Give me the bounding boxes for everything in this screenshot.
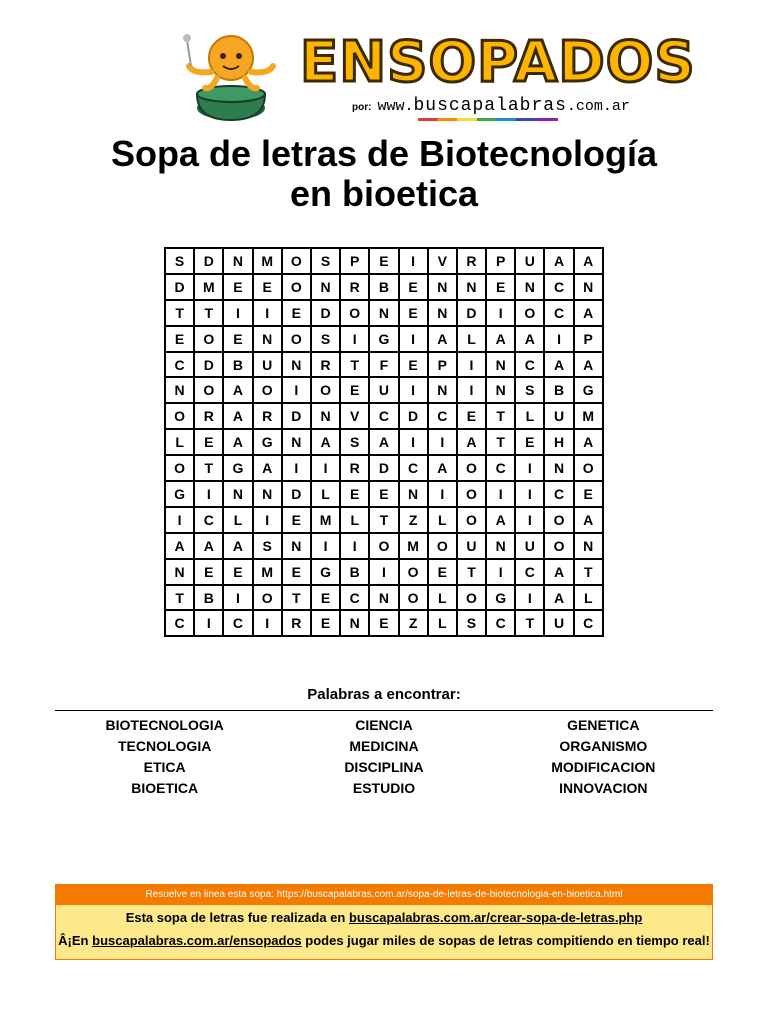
grid-cell: I	[457, 352, 486, 378]
grid-cell: O	[165, 403, 194, 429]
create-link[interactable]: buscapalabras.com.ar/crear-sopa-de-letras.php	[348, 910, 643, 925]
grid-cell: N	[486, 533, 515, 559]
grid-cell: R	[253, 403, 282, 429]
grid-cell: L	[515, 403, 544, 429]
grid-cell: C	[515, 559, 544, 585]
grid-cell: L	[223, 507, 252, 533]
grid-cell: B	[544, 377, 573, 403]
grid-cell: A	[223, 377, 252, 403]
title-line-2: en bioetica	[289, 173, 479, 214]
grid-cell: A	[574, 352, 603, 378]
grid-cell: N	[282, 352, 311, 378]
grid-cell: T	[282, 585, 311, 611]
grid-cell: N	[282, 429, 311, 455]
grid-cell: L	[574, 585, 603, 611]
grid-cell: E	[486, 274, 515, 300]
grid-cell: G	[165, 481, 194, 507]
grid-cell: T	[165, 585, 194, 611]
grid-cell: D	[457, 300, 486, 326]
grid-row	[165, 585, 603, 611]
word-item: GENETICA	[567, 717, 640, 733]
grid-cell: L	[428, 610, 457, 636]
grid-cell: E	[369, 248, 398, 274]
grid-cell: Z	[399, 507, 428, 533]
grid-cell: M	[194, 274, 223, 300]
grid-cell: F	[369, 352, 398, 378]
grid-cell: D	[282, 481, 311, 507]
grid-cell: R	[340, 274, 369, 300]
grid-cell: A	[428, 326, 457, 352]
grid-cell: A	[253, 455, 282, 481]
grid-cell: M	[399, 533, 428, 559]
grid-cell: C	[486, 455, 515, 481]
grid-cell: Z	[399, 610, 428, 636]
grid-cell: B	[223, 352, 252, 378]
grid-cell: I	[282, 455, 311, 481]
grid-cell: L	[165, 429, 194, 455]
grid-cell: I	[486, 481, 515, 507]
grid-cell: T	[194, 300, 223, 326]
grid-cell: A	[574, 507, 603, 533]
grid-cell: C	[544, 300, 573, 326]
grid-cell: N	[369, 300, 398, 326]
grid-cell: E	[282, 507, 311, 533]
grid-cell: A	[486, 507, 515, 533]
grid-cell: O	[253, 585, 282, 611]
grid-row	[165, 533, 603, 559]
grid-cell: D	[165, 274, 194, 300]
grid-cell: T	[515, 610, 544, 636]
grid-cell: I	[515, 455, 544, 481]
grid-cell: E	[369, 610, 398, 636]
grid-cell: C	[486, 610, 515, 636]
grid-cell: T	[486, 429, 515, 455]
grid-cell: O	[428, 533, 457, 559]
grid-cell: U	[369, 377, 398, 403]
grid-cell: M	[574, 403, 603, 429]
grid-cell: I	[253, 507, 282, 533]
grid-cell: I	[486, 559, 515, 585]
grid-cell: E	[194, 429, 223, 455]
grid-cell: N	[428, 274, 457, 300]
grid-cell: U	[544, 610, 573, 636]
grid-cell: I	[369, 559, 398, 585]
grid-cell: N	[340, 610, 369, 636]
octopus-mascot-icon	[183, 28, 279, 124]
grid-cell: L	[428, 585, 457, 611]
grid-cell: N	[223, 481, 252, 507]
grid-cell: N	[165, 377, 194, 403]
brand-logo	[300, 30, 696, 120]
grid-cell: S	[340, 429, 369, 455]
grid-cell: N	[399, 481, 428, 507]
footer-line-1	[56, 908, 712, 928]
grid-cell: I	[311, 533, 340, 559]
grid-cell: C	[428, 403, 457, 429]
grid-cell: A	[515, 326, 544, 352]
grid-row	[165, 481, 603, 507]
grid-cell: A	[544, 248, 573, 274]
grid-cell: I	[194, 481, 223, 507]
grid-cell: O	[282, 248, 311, 274]
word-item: ESTUDIO	[352, 780, 416, 796]
words-divider	[55, 710, 713, 711]
grid-cell: N	[282, 533, 311, 559]
grid-cell: E	[574, 481, 603, 507]
footer-line-2	[56, 931, 712, 951]
grid-cell: O	[515, 300, 544, 326]
grid-cell: U	[253, 352, 282, 378]
grid-cell: S	[311, 248, 340, 274]
grid-cell: E	[457, 403, 486, 429]
grid-cell: I	[399, 377, 428, 403]
grid-cell: E	[399, 300, 428, 326]
grid-cell: E	[399, 274, 428, 300]
grid-cell: S	[253, 533, 282, 559]
grid-cell: O	[282, 274, 311, 300]
grid-cell: I	[428, 429, 457, 455]
grid-cell: I	[399, 248, 428, 274]
grid-cell: E	[340, 377, 369, 403]
grid-cell: O	[457, 507, 486, 533]
grid-cell: P	[428, 352, 457, 378]
grid-cell: A	[574, 429, 603, 455]
grid-cell: A	[574, 300, 603, 326]
grid-row	[165, 429, 603, 455]
grid-cell: P	[340, 248, 369, 274]
grid-cell: U	[457, 533, 486, 559]
grid-cell: N	[369, 585, 398, 611]
grid-cell: N	[253, 481, 282, 507]
grid-cell: S	[165, 248, 194, 274]
grid-cell: T	[369, 507, 398, 533]
grid-cell: O	[457, 455, 486, 481]
grid-cell: I	[165, 507, 194, 533]
grid-cell: O	[399, 585, 428, 611]
grid-cell: P	[486, 248, 515, 274]
footer-line-2-suffix: podes jugar miles de sopas de letras compitiendo en tiempo real!	[301, 933, 710, 948]
word-item: BIOETICA	[131, 780, 199, 796]
grid-cell: I	[515, 585, 544, 611]
byline-por: por:	[352, 102, 372, 113]
grid-row	[165, 274, 603, 300]
word-item: DISCIPLINA	[344, 759, 424, 775]
grid-cell: R	[340, 455, 369, 481]
grid-cell: N	[165, 559, 194, 585]
grid-cell: N	[457, 274, 486, 300]
grid-cell: O	[282, 326, 311, 352]
grid-cell: G	[369, 326, 398, 352]
grid-cell: E	[311, 610, 340, 636]
grid-cell: A	[223, 429, 252, 455]
grid-cell: O	[544, 533, 573, 559]
grid-cell: C	[223, 610, 252, 636]
grid-cell: S	[311, 326, 340, 352]
grid-cell: D	[194, 352, 223, 378]
words-heading: Palabras a encontrar:	[307, 686, 461, 703]
grid-cell: N	[253, 326, 282, 352]
grid-cell: A	[369, 429, 398, 455]
grid-cell: D	[311, 300, 340, 326]
grid-cell: E	[282, 300, 311, 326]
byline-tld: .com.ar	[566, 98, 630, 115]
grid-cell: O	[574, 455, 603, 481]
header	[0, 0, 768, 130]
grid-cell: I	[486, 300, 515, 326]
grid-cell: O	[457, 585, 486, 611]
grid-cell: E	[223, 559, 252, 585]
grid-cell: E	[515, 429, 544, 455]
grid-cell: A	[194, 533, 223, 559]
grid-cell: A	[223, 533, 252, 559]
grid-cell: T	[194, 455, 223, 481]
grid-row	[165, 352, 603, 378]
grid-row	[165, 377, 603, 403]
byline	[352, 96, 630, 116]
grid-cell: O	[369, 533, 398, 559]
grid-cell: L	[457, 326, 486, 352]
grid-cell: I	[223, 300, 252, 326]
word-search-grid	[164, 247, 604, 637]
rainbow-underline	[418, 118, 558, 121]
grid-row	[165, 507, 603, 533]
grid-cell: C	[544, 274, 573, 300]
grid-cell: A	[165, 533, 194, 559]
word-item: MEDICINA	[349, 738, 419, 754]
grid-cell: I	[223, 585, 252, 611]
word-item: BIOTECNOLOGIA	[105, 717, 224, 733]
grid-cell: M	[253, 559, 282, 585]
grid-cell: N	[486, 352, 515, 378]
grid-cell: N	[428, 300, 457, 326]
grid-cell: E	[311, 585, 340, 611]
grid-row	[165, 610, 603, 636]
byline-brand: buscapalabras	[413, 96, 567, 116]
grid-cell: N	[515, 274, 544, 300]
grid-cell: L	[428, 507, 457, 533]
grid-row	[165, 248, 603, 274]
grid-cell: N	[311, 274, 340, 300]
grid-cell: L	[311, 481, 340, 507]
grid-cell: A	[428, 455, 457, 481]
word-list	[55, 716, 713, 797]
grid-cell: S	[457, 610, 486, 636]
grid-cell: A	[544, 352, 573, 378]
grid-cell: U	[515, 533, 544, 559]
grid-cell: E	[369, 481, 398, 507]
grid-cell: N	[223, 248, 252, 274]
grid-cell: N	[574, 533, 603, 559]
grid-cell: A	[311, 429, 340, 455]
grid-cell: R	[457, 248, 486, 274]
grid-cell: I	[282, 377, 311, 403]
grid-cell: T	[165, 300, 194, 326]
grid-cell: C	[369, 403, 398, 429]
grid-cell: D	[282, 403, 311, 429]
grid-cell: B	[194, 585, 223, 611]
grid-cell: V	[428, 248, 457, 274]
grid-cell: G	[486, 585, 515, 611]
word-item: ETICA	[143, 759, 186, 775]
grid-cell: I	[311, 455, 340, 481]
grid-row	[165, 326, 603, 352]
word-item: TECNOLOGIA	[117, 738, 212, 754]
grid-cell: I	[253, 300, 282, 326]
title-line-1: Sopa de letras de Biotecnología	[110, 133, 658, 174]
grid-cell: I	[544, 326, 573, 352]
footer-line-1-prefix: Esta sopa de letras fue realizada en	[125, 910, 349, 925]
grid-cell: U	[515, 248, 544, 274]
grid-cell: V	[340, 403, 369, 429]
online-link[interactable]: Resuelve en linea esta sopa: https://buscapalabras.com.ar/sopa-de-letras-de-biotecnologia-en-bioetica.html	[56, 885, 712, 905]
word-item: MODIFICACION	[551, 759, 656, 775]
grid-cell: L	[340, 507, 369, 533]
grid-cell: S	[515, 377, 544, 403]
grid-cell: I	[253, 610, 282, 636]
grid-cell: T	[574, 559, 603, 585]
grid-cell: A	[486, 326, 515, 352]
grid-cell: I	[399, 429, 428, 455]
grid-cell: O	[311, 377, 340, 403]
grid-cell: O	[544, 507, 573, 533]
grid-cell: G	[253, 429, 282, 455]
grid-cell: C	[165, 610, 194, 636]
grid-cell: I	[399, 326, 428, 352]
grid-cell: E	[223, 326, 252, 352]
grid-cell: T	[486, 403, 515, 429]
grid-cell: O	[165, 455, 194, 481]
word-item: ORGANISMO	[559, 738, 648, 754]
grid-cell: N	[574, 274, 603, 300]
grid-cell: O	[194, 377, 223, 403]
grid-cell: H	[544, 429, 573, 455]
logo-text: ENSOPADOS	[300, 30, 696, 95]
grid-row	[165, 403, 603, 429]
grid-row	[165, 455, 603, 481]
grid-cell: B	[340, 559, 369, 585]
grid-cell: A	[544, 585, 573, 611]
grid-cell: E	[340, 481, 369, 507]
grid-cell: I	[428, 481, 457, 507]
grid-cell: E	[253, 274, 282, 300]
grid-cell: R	[282, 610, 311, 636]
grid-cell: O	[253, 377, 282, 403]
grid-cell: T	[457, 559, 486, 585]
grid-cell: A	[457, 429, 486, 455]
grid-cell: G	[223, 455, 252, 481]
grid-cell: T	[340, 352, 369, 378]
footer-box	[55, 884, 713, 960]
grid-cell: N	[544, 455, 573, 481]
grid-cell: C	[194, 507, 223, 533]
grid-cell: O	[457, 481, 486, 507]
grid-cell: R	[311, 352, 340, 378]
grid-cell: O	[399, 559, 428, 585]
ensopados-link[interactable]: buscapalabras.com.ar/ensopados	[92, 933, 302, 948]
grid-cell: E	[428, 559, 457, 585]
page-title	[0, 134, 768, 214]
grid-cell: E	[165, 326, 194, 352]
grid-cell: I	[194, 610, 223, 636]
grid-cell: I	[340, 533, 369, 559]
grid-cell: D	[369, 455, 398, 481]
grid-cell: O	[340, 300, 369, 326]
grid-cell: C	[574, 610, 603, 636]
grid-cell: N	[311, 403, 340, 429]
grid-cell: M	[311, 507, 340, 533]
grid-cell: G	[574, 377, 603, 403]
grid-row	[165, 559, 603, 585]
grid-cell: C	[544, 481, 573, 507]
grid-cell: E	[223, 274, 252, 300]
grid-cell: C	[340, 585, 369, 611]
grid-cell: A	[223, 403, 252, 429]
grid-cell: I	[515, 507, 544, 533]
grid-cell: G	[311, 559, 340, 585]
grid-cell: A	[544, 559, 573, 585]
grid-cell: D	[399, 403, 428, 429]
grid-cell: U	[544, 403, 573, 429]
grid-cell: I	[515, 481, 544, 507]
word-item: CIENCIA	[355, 717, 413, 733]
grid-cell: E	[194, 559, 223, 585]
word-item: INNOVACION	[559, 780, 648, 796]
grid-cell: R	[194, 403, 223, 429]
grid-cell: C	[399, 455, 428, 481]
grid-row	[165, 300, 603, 326]
grid-cell: I	[340, 326, 369, 352]
grid-cell: N	[486, 377, 515, 403]
grid-cell: B	[369, 274, 398, 300]
grid-cell: O	[194, 326, 223, 352]
grid-cell: D	[194, 248, 223, 274]
grid-cell: A	[574, 248, 603, 274]
grid-cell: E	[399, 352, 428, 378]
grid-cell: N	[428, 377, 457, 403]
grid-cell: C	[165, 352, 194, 378]
footer-line-2-prefix: Â¡En	[58, 933, 93, 948]
grid-cell: E	[282, 559, 311, 585]
byline-www: www.	[377, 98, 414, 115]
grid-cell: C	[515, 352, 544, 378]
grid-cell: P	[574, 326, 603, 352]
grid-cell: M	[253, 248, 282, 274]
grid-cell: I	[457, 377, 486, 403]
